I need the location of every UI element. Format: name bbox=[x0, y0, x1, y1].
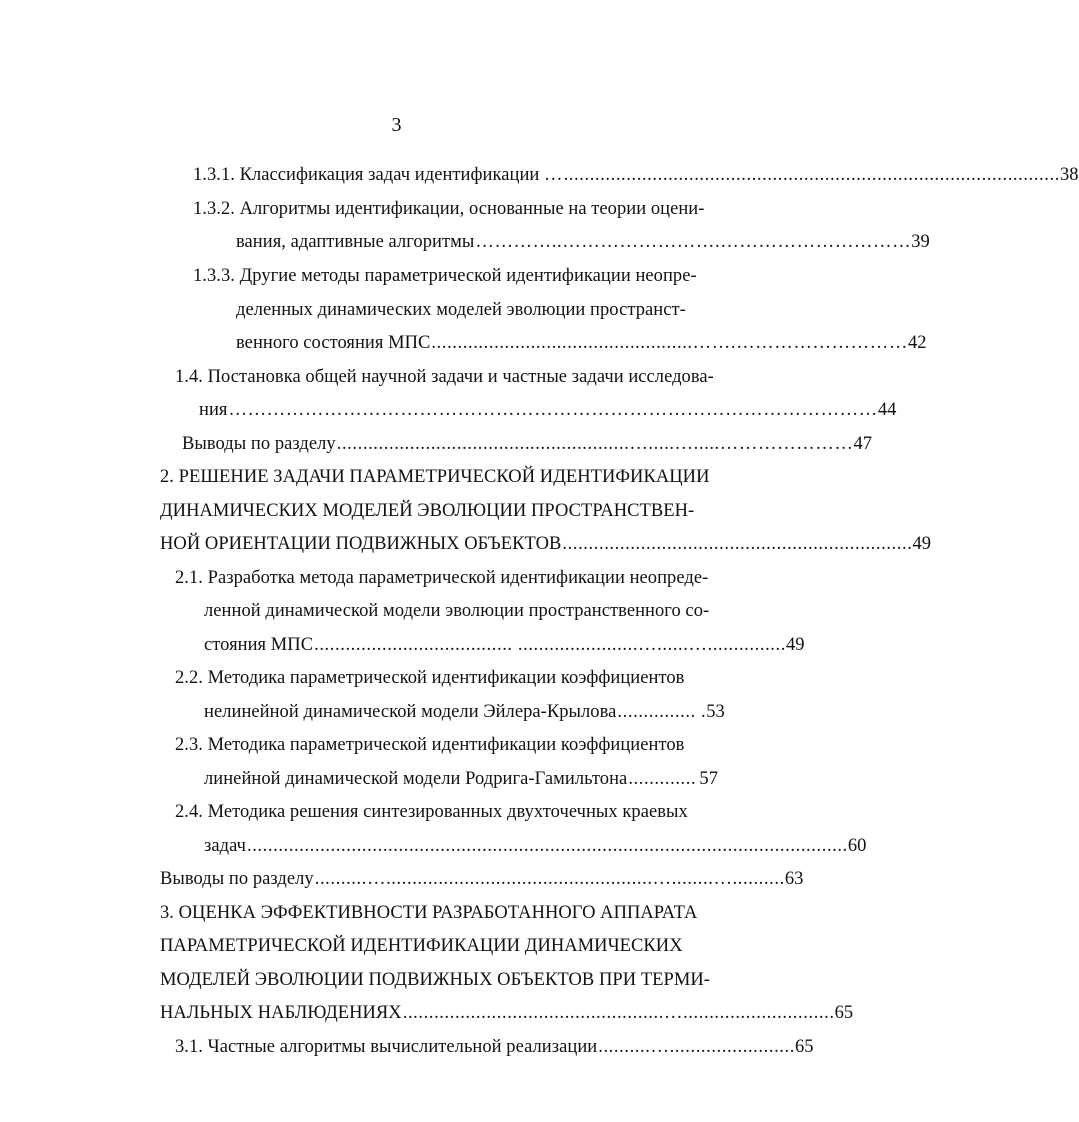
toc-entry-title: линейной динамической модели Родрига-Гамильтона bbox=[204, 769, 628, 789]
toc-entry-2-1-line3 bbox=[204, 633, 805, 657]
toc-page-number: 49 bbox=[785, 635, 805, 655]
toc-leader-dots: ............... . bbox=[617, 702, 707, 722]
toc-page-number: 49 bbox=[912, 534, 932, 554]
toc-page-number: 63 bbox=[784, 869, 804, 889]
toc-chapter-title: НОЙ ОРИЕНТАЦИИ ПОДВИЖНЫХ ОБЪЕКТОВ bbox=[160, 534, 562, 554]
toc-entry-title: нелинейной динамической модели Эйлера-Крылова bbox=[204, 702, 617, 722]
toc-page-number: 38 bbox=[1059, 165, 1079, 185]
toc-entry-title: 3.1. Частные алгоритмы вычислительной реализации bbox=[175, 1037, 598, 1057]
toc-entry-title: ленной динамической модели эволюции пространственного со- bbox=[204, 601, 710, 621]
toc-entry-2-4-line2 bbox=[204, 834, 867, 858]
toc-entry-title: 2.2. Методика параметрической идентификации коэффициентов bbox=[175, 668, 685, 688]
toc-entry-2-2-line1 bbox=[175, 666, 695, 690]
toc-entry-title: 2.4. Методика решения синтезированных двухточечных краевых bbox=[175, 802, 688, 822]
toc-entry-title: деленных динамических моделей эволюции пространст- bbox=[236, 300, 686, 320]
toc-page-number: 44 bbox=[877, 400, 897, 420]
toc-chapter-2-line3 bbox=[160, 532, 932, 556]
toc-leader-dots: ............................................................................................... bbox=[563, 165, 1060, 185]
toc-chapter-3-line3 bbox=[160, 968, 720, 992]
toc-leader-dots: …………..…………………….………………………… bbox=[475, 232, 912, 252]
toc-entry-1-3-3-line2 bbox=[236, 298, 718, 322]
toc-entry-title: Выводы по разделу bbox=[160, 869, 314, 889]
toc-page-number: 42 bbox=[907, 333, 927, 353]
toc-chapter-title: 2. РЕШЕНИЕ ЗАДАЧИ ПАРАМЕТРИЧЕСКОЙ ИДЕНТИФИКАЦИИ bbox=[160, 467, 710, 487]
toc-chapter-title: НАЛЬНЫХ НАБЛЮДЕНИЯХ bbox=[160, 1003, 402, 1023]
toc-entry-2-4-line1 bbox=[175, 800, 703, 824]
toc-chapter-2-line2 bbox=[160, 499, 720, 523]
toc-entry-1-4-line1 bbox=[175, 365, 718, 389]
toc-page-number: 60 bbox=[847, 836, 867, 856]
toc-page-number: 53 bbox=[706, 702, 725, 722]
toc-leader-dots: ................................................................................................................... bbox=[246, 836, 848, 856]
toc-page-number: 65 bbox=[834, 1003, 854, 1023]
toc-entry-title: 1.4. Постановка общей научной задачи и частные задачи исследова- bbox=[175, 367, 714, 387]
toc-entry-2-3-line2 bbox=[204, 767, 718, 791]
toc-entry-title: Выводы по разделу bbox=[182, 434, 336, 454]
toc-entry-title: 1.3.3. Другие методы параметрической идентификации неопре- bbox=[193, 266, 697, 286]
toc-entry-1-3-2-line2 bbox=[236, 230, 930, 254]
toc-entry-2-2-line2 bbox=[204, 700, 725, 724]
toc-chapter-title: МОДЕЛЕЙ ЭВОЛЮЦИИ ПОДВИЖНЫХ ОБЪЕКТОВ ПРИ ТЕРМИ- bbox=[160, 970, 710, 990]
toc-chapter-2-line1 bbox=[160, 465, 720, 489]
toc-page-number: 57 bbox=[699, 769, 718, 789]
toc-entry-1-3-1 bbox=[193, 163, 1079, 187]
toc-leader-dots: ..................................................…….……………………… bbox=[431, 333, 908, 353]
toc-leader-dots: ..................................................…............................. bbox=[402, 1003, 835, 1023]
toc-entry-title: 1.3.2. Алгоритмы идентификации, основанные на теории оцени- bbox=[193, 199, 705, 219]
toc-entry-2-1-line1 bbox=[175, 566, 718, 590]
toc-entry-conclusions-2 bbox=[160, 867, 804, 891]
toc-entry-1-3-2-line1 bbox=[193, 197, 718, 221]
toc-entry-3-1 bbox=[175, 1035, 814, 1059]
toc-chapter-title: ПАРАМЕТРИЧЕСКОЙ ИДЕНТИФИКАЦИИ ДИНАМИЧЕСКИХ bbox=[160, 936, 683, 956]
toc-leader-dots: ................................................................... bbox=[562, 534, 913, 554]
toc-entry-2-3-line1 bbox=[175, 733, 695, 757]
toc-leader-dots: ........................................................….....….....………………… bbox=[336, 434, 854, 454]
toc-entry-title: ния bbox=[199, 400, 228, 420]
toc-entry-1-3-3-line3 bbox=[236, 331, 927, 355]
toc-entry-title: 2.1. Разработка метода параметрической идентификации неопреде- bbox=[175, 568, 709, 588]
toc-entry-title: 2.3. Методика параметрической идентификации коэффициентов bbox=[175, 735, 685, 755]
toc-leader-dots: ............. bbox=[628, 769, 697, 789]
toc-leader-dots: ...................................... .......................…......…............... bbox=[314, 635, 786, 655]
toc-chapter-3-line1 bbox=[160, 901, 720, 925]
toc-chapter-title: ДИНАМИЧЕСКИХ МОДЕЛЕЙ ЭВОЛЮЦИИ ПРОСТРАНСТВЕН- bbox=[160, 501, 695, 521]
toc-chapter-3-line2 bbox=[160, 934, 720, 958]
toc-leader-dots: ..........…...................................................…........….......... bbox=[314, 869, 785, 889]
page-number: 3 bbox=[391, 114, 402, 136]
toc-page-number: 47 bbox=[853, 434, 873, 454]
toc-leader-dots: ………………………………………………………………………………………… bbox=[228, 400, 878, 420]
toc-entry-title: вания, адаптивные алгоритмы bbox=[236, 232, 475, 252]
toc-entry-title: венного состояния МПС bbox=[236, 333, 431, 353]
toc-entry-title: задач bbox=[204, 836, 246, 856]
toc-entry-1-4-line2 bbox=[199, 398, 897, 422]
toc-entry-1-3-3-line1 bbox=[193, 264, 718, 288]
toc-entry-title: 1.3.1. Классификация задач идентификации … bbox=[193, 165, 563, 185]
toc-leader-dots: ..........…........................ bbox=[598, 1037, 795, 1057]
toc-entry-title: стояния МПС bbox=[204, 635, 314, 655]
toc-chapter-title: 3. ОЦЕНКА ЭФФЕКТИВНОСТИ РАЗРАБОТАННОГО АППАРАТА bbox=[160, 903, 698, 923]
toc-page-number: 39 bbox=[911, 232, 930, 252]
toc-chapter-3-line4 bbox=[160, 1001, 854, 1025]
toc-entry-2-1-line2 bbox=[204, 599, 718, 623]
toc-page-number: 65 bbox=[794, 1037, 814, 1057]
toc-entry-conclusions-1 bbox=[182, 432, 873, 456]
